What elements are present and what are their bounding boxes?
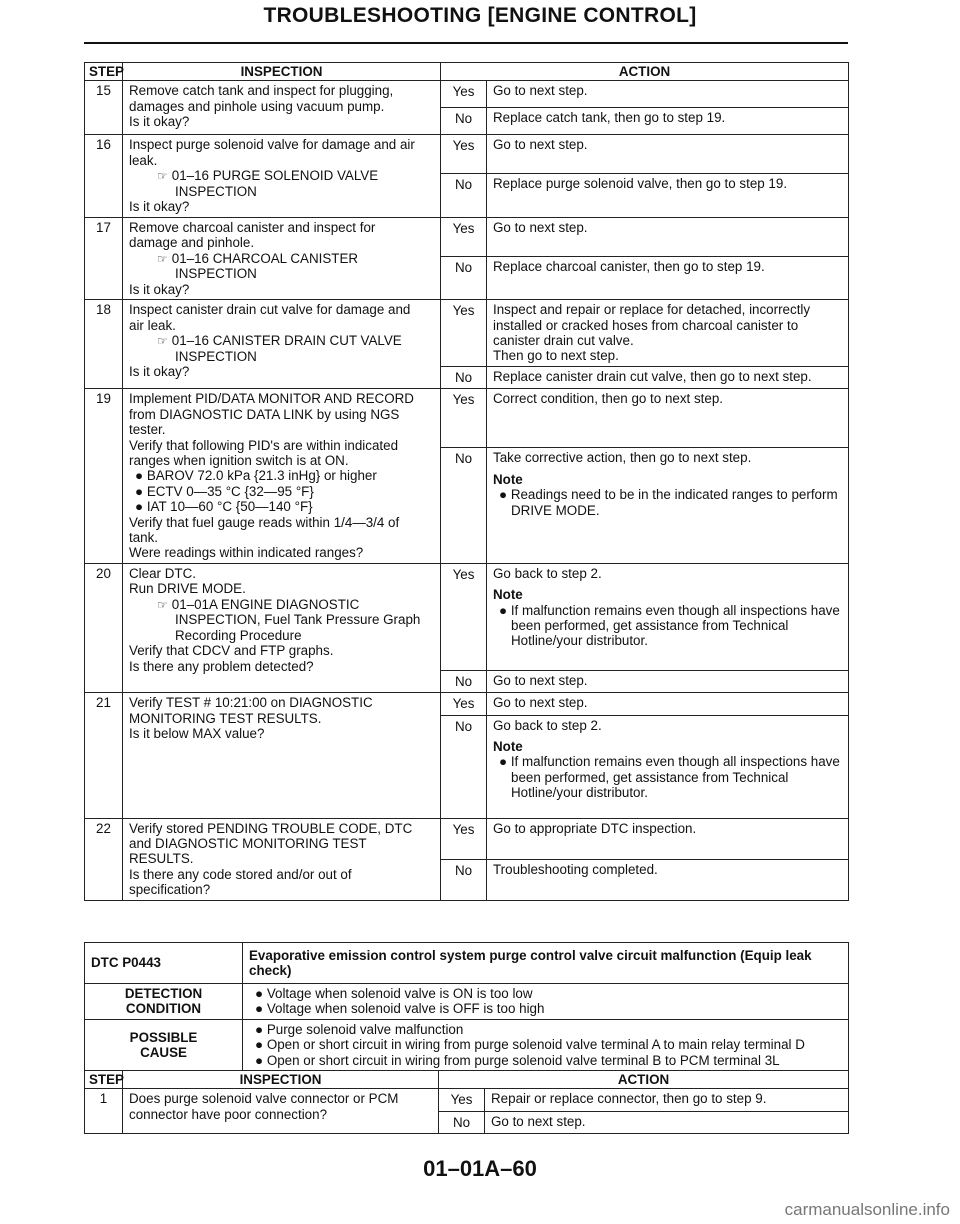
list-item — [249, 986, 842, 1001]
detection-condition-label — [85, 984, 243, 1020]
action-line: Troubleshooting completed. — [493, 861, 658, 877]
list-item-text: Voltage when solenoid valve is ON is too low — [266, 986, 533, 1001]
yes-label: Yes — [441, 300, 487, 367]
no-label: No — [441, 174, 487, 217]
inspection-cell — [123, 135, 441, 217]
inspection-line: air leak. — [129, 317, 176, 333]
no-action — [487, 859, 849, 900]
yes-action — [487, 563, 849, 670]
no-label: No — [441, 715, 487, 818]
no-action — [487, 174, 849, 217]
action-line: Go to next step. — [493, 219, 588, 235]
action-line: Replace canister drain cut valve, then go to next step. — [493, 368, 812, 384]
reference-text: 01–16 PURGE SOLENOID VALVE — [171, 168, 379, 184]
inspection-question: Is it okay? — [129, 281, 190, 297]
note-label: Note — [493, 738, 523, 754]
inspection-question: Is it okay? — [129, 364, 190, 380]
inspection-line: damages and pinhole using vacuum pump. — [129, 98, 385, 114]
inspection-cell — [123, 693, 441, 818]
title-rule — [84, 42, 848, 44]
no-label: No — [441, 256, 487, 299]
yes-label: Yes — [441, 135, 487, 174]
yes-action — [487, 217, 849, 256]
inspection-line: tester. — [129, 422, 166, 438]
yes-label: Yes — [441, 217, 487, 256]
header-inspection: INSPECTION — [123, 63, 441, 81]
list-item-text: If malfunction remains even though all inspections have been performed, get assistance from Technical Hotline/your distributor. — [510, 754, 840, 801]
bullet-dot-icon: ● — [255, 986, 267, 1001]
inspection-line: Verify that following PID's are within indicated — [129, 437, 399, 453]
inspection-question: connector have poor connection? — [129, 1106, 328, 1122]
yes-action — [487, 693, 849, 715]
possible-causes — [243, 1019, 849, 1070]
list-item-text: Voltage when solenoid valve is OFF is too high — [266, 1001, 545, 1017]
action-line: Take corrective action, then go to next step. — [493, 450, 752, 466]
inspection-line: Remove catch tank and inspect for plugging, — [129, 83, 394, 99]
bullet-dot-icon: ● — [255, 1037, 267, 1053]
inspection-question: Were readings within indicated ranges? — [129, 545, 364, 561]
inspection-question: Is there any problem detected? — [129, 658, 314, 674]
inspection-line: Verify TEST # 10:21:00 on DIAGNOSTIC — [129, 695, 373, 711]
list-item-text: IAT 10—60 °C {50—140 °F} — [146, 499, 313, 515]
table-header-row — [85, 1071, 849, 1089]
no-label: No — [441, 670, 487, 692]
list-item — [129, 484, 434, 499]
reference-link — [129, 597, 434, 613]
reference-text: 01–16 CANISTER DRAIN CUT VALVE — [171, 333, 402, 349]
inspection-question: Is it below MAX value? — [129, 725, 265, 741]
no-label: No — [441, 366, 487, 388]
yes-action: Repair or replace connector, then go to step 9. — [485, 1089, 849, 1111]
inspection-cell — [123, 818, 441, 900]
pointing-hand-icon: ☞ — [157, 251, 168, 266]
no-action — [487, 448, 849, 563]
action-line: Replace catch tank, then go to step 19. — [493, 110, 726, 126]
yes-action — [487, 389, 849, 448]
inspection-line: ranges when ignition switch is at ON. — [129, 452, 349, 468]
bullet-dot-icon: ● — [255, 1052, 267, 1068]
label-line: CAUSE — [140, 1044, 187, 1060]
step-number: 19 — [85, 389, 123, 563]
reference-text: INSPECTION, Fuel Tank Pressure Graph — [175, 612, 421, 628]
dtc-description: Evaporative emission control system purge control valve circuit malfunction (Equip leak check) — [243, 943, 849, 984]
troubleshooting-table — [84, 62, 849, 901]
no-action — [487, 108, 849, 135]
inspection-line: Run DRIVE MODE. — [129, 581, 246, 597]
pointing-hand-icon: ☞ — [157, 169, 168, 184]
header-action: ACTION — [439, 1071, 849, 1089]
inspection-line: damage and pinhole. — [129, 235, 255, 251]
inspection-line: and DIAGNOSTIC MONITORING TEST — [129, 835, 367, 851]
reference-text: INSPECTION — [175, 184, 257, 200]
bullet-dot-icon: ● — [499, 754, 511, 770]
action-line: Go to next step. — [493, 83, 588, 99]
note-label: Note — [493, 471, 523, 487]
yes-label: Yes — [441, 389, 487, 448]
action-line: installed or cracked hoses from charcoal canister to — [493, 317, 799, 333]
inspection-line: Inspect purge solenoid valve for damage and air — [129, 137, 415, 153]
action-line: Go back to step 2. — [493, 717, 602, 733]
no-action — [487, 715, 849, 818]
no-label: No — [441, 108, 487, 135]
list-item — [249, 1037, 842, 1052]
action-line: Then go to next step. — [493, 348, 619, 364]
list-item — [249, 1053, 842, 1068]
reference-text: INSPECTION — [175, 348, 257, 364]
inspection-line: MONITORING TEST RESULTS. — [129, 710, 322, 726]
bullet-dot-icon: ● — [499, 602, 511, 618]
bullet-dot-icon: ● — [135, 468, 147, 484]
inspection-line: RESULTS. — [129, 851, 194, 867]
step-number: 21 — [85, 693, 123, 818]
bullet-dot-icon: ● — [135, 483, 147, 499]
no-action — [487, 256, 849, 299]
action-line: Inspect and repair or replace for detached, incorrectly — [493, 302, 811, 318]
bullet-dot-icon: ● — [499, 487, 511, 503]
action-line: canister drain cut valve. — [493, 333, 634, 349]
reference-link — [129, 251, 434, 267]
dtc-header-row — [85, 943, 849, 984]
inspection-line: Verify stored PENDING TROUBLE CODE, DTC — [129, 820, 413, 836]
no-action: Go to next step. — [485, 1111, 849, 1133]
reference-text: 01–01A ENGINE DIAGNOSTIC — [171, 596, 360, 612]
step-number: 20 — [85, 563, 123, 692]
action-line: Go to next step. — [493, 137, 588, 153]
header-step: STEP — [85, 63, 123, 81]
bullet-dot-icon: ● — [255, 1001, 267, 1017]
list-item-text: Open or short circuit in wiring from purge solenoid valve terminal A to main relay terminal D — [266, 1037, 805, 1053]
step-number: 18 — [85, 300, 123, 389]
inspection-line: Inspect canister drain cut valve for damage and — [129, 302, 411, 318]
reference-text: 01–16 CHARCOAL CANISTER — [171, 250, 359, 266]
list-item-text: BAROV 72.0 kPa {21.3 inHg} or higher — [146, 468, 377, 484]
yes-action — [487, 81, 849, 108]
no-action — [487, 366, 849, 388]
list-item — [493, 603, 842, 649]
cause-row — [85, 1019, 849, 1070]
inspection-cell — [123, 300, 441, 389]
action-line: Go to appropriate DTC inspection. — [493, 820, 697, 836]
table-row — [85, 818, 849, 859]
table-row — [85, 300, 849, 367]
yes-action — [487, 300, 849, 367]
table-row — [85, 693, 849, 715]
list-item-text: ECTV 0—35 °C {32—95 °F} — [146, 483, 314, 499]
list-item-text: Readings need to be in the indicated ranges to perform DRIVE MODE. — [510, 487, 838, 518]
inspection-line: leak. — [129, 152, 158, 168]
inspection-question: Is it okay? — [129, 199, 190, 215]
table-header-row — [85, 63, 849, 81]
inspection-line: Implement PID/DATA MONITOR AND RECORD — [129, 391, 414, 407]
table-row — [85, 563, 849, 670]
possible-cause-label — [85, 1019, 243, 1070]
action-line: Replace charcoal canister, then go to step 19. — [493, 258, 765, 274]
pointing-hand-icon: ☞ — [157, 597, 168, 612]
yes-label: Yes — [441, 818, 487, 859]
table-row — [85, 217, 849, 256]
reference-link — [129, 168, 434, 184]
inspection-question: Is it okay? — [129, 114, 190, 130]
dtc-code: DTC P0443 — [85, 943, 243, 984]
header-action: ACTION — [441, 63, 849, 81]
reference-text: Recording Procedure — [175, 627, 302, 643]
inspection-cell — [123, 217, 441, 299]
table-row — [85, 135, 849, 174]
action-line: Replace purge solenoid valve, then go to step 19. — [493, 176, 788, 192]
inspection-line: from DIAGNOSTIC DATA LINK by using NGS — [129, 406, 400, 422]
yes-label: Yes — [441, 81, 487, 108]
list-item-text: If malfunction remains even though all inspections have been performed, get assistance from Technical Hotline/your distributor. — [510, 602, 840, 649]
table-row — [85, 81, 849, 108]
table-row — [85, 1089, 849, 1111]
list-item — [493, 487, 842, 518]
inspection-line: Verify that CDCV and FTP graphs. — [129, 643, 334, 659]
list-item — [129, 499, 434, 514]
label-line: DETECTION — [124, 986, 203, 1001]
dtc-table — [84, 942, 849, 1134]
header-inspection: INSPECTION — [123, 1071, 439, 1089]
yes-label: Yes — [439, 1089, 485, 1111]
note-label: Note — [493, 587, 523, 603]
list-item-text: Purge solenoid valve malfunction — [266, 1021, 464, 1037]
bullet-dot-icon: ● — [255, 1021, 267, 1037]
yes-label: Yes — [441, 693, 487, 715]
inspection-line: Clear DTC. — [129, 565, 196, 581]
table-row — [85, 389, 849, 448]
inspection-line: Verify that fuel gauge reads within 1/4—3/4 of — [129, 514, 400, 530]
step-number: 17 — [85, 217, 123, 299]
inspection-cell — [123, 389, 441, 563]
list-item — [249, 1022, 842, 1037]
watermark: carmanualsonline.info — [784, 1200, 950, 1219]
inspection-line: Is there any code stored and/or out of — [129, 866, 352, 882]
header-step: STEP — [85, 1071, 123, 1089]
reference-link — [129, 333, 434, 349]
pointing-hand-icon: ☞ — [157, 334, 168, 349]
step-number: 15 — [85, 81, 123, 135]
action-line: Go to next step. — [493, 695, 588, 711]
yes-action — [487, 135, 849, 174]
step-number: 16 — [85, 135, 123, 217]
detection-conditions — [243, 984, 849, 1020]
yes-label: Yes — [441, 563, 487, 670]
action-line: Go back to step 2. — [493, 565, 602, 581]
inspection-cell — [123, 563, 441, 692]
reference-text: INSPECTION — [175, 266, 257, 282]
inspection-question: specification? — [129, 882, 211, 898]
action-line: Go to next step. — [493, 672, 588, 688]
label-line: POSSIBLE — [129, 1029, 198, 1045]
inspection-line: Does purge solenoid valve connector or PCM — [129, 1091, 399, 1107]
yes-action — [487, 818, 849, 859]
page-number: 01–01A–60 — [423, 1156, 537, 1181]
no-action — [487, 670, 849, 692]
action-line: Correct condition, then go to next step. — [493, 391, 724, 407]
list-item — [129, 468, 434, 483]
inspection-cell — [123, 1089, 439, 1134]
label-line: CONDITION — [125, 1001, 202, 1017]
step-number: 1 — [85, 1089, 123, 1134]
page-title: TROUBLESHOOTING [ENGINE CONTROL] — [263, 4, 697, 27]
list-item — [493, 754, 842, 800]
step-number: 22 — [85, 818, 123, 900]
bullet-dot-icon: ● — [135, 499, 147, 515]
detection-row — [85, 984, 849, 1020]
list-item — [249, 1001, 842, 1016]
no-label: No — [441, 448, 487, 563]
list-item-text: Open or short circuit in wiring from purge solenoid valve terminal B to PCM terminal 3L — [266, 1052, 780, 1068]
inspection-line: Remove charcoal canister and inspect for — [129, 219, 376, 235]
no-label: No — [439, 1111, 485, 1133]
inspection-cell — [123, 81, 441, 135]
no-label: No — [441, 859, 487, 900]
inspection-line: tank. — [129, 529, 159, 545]
